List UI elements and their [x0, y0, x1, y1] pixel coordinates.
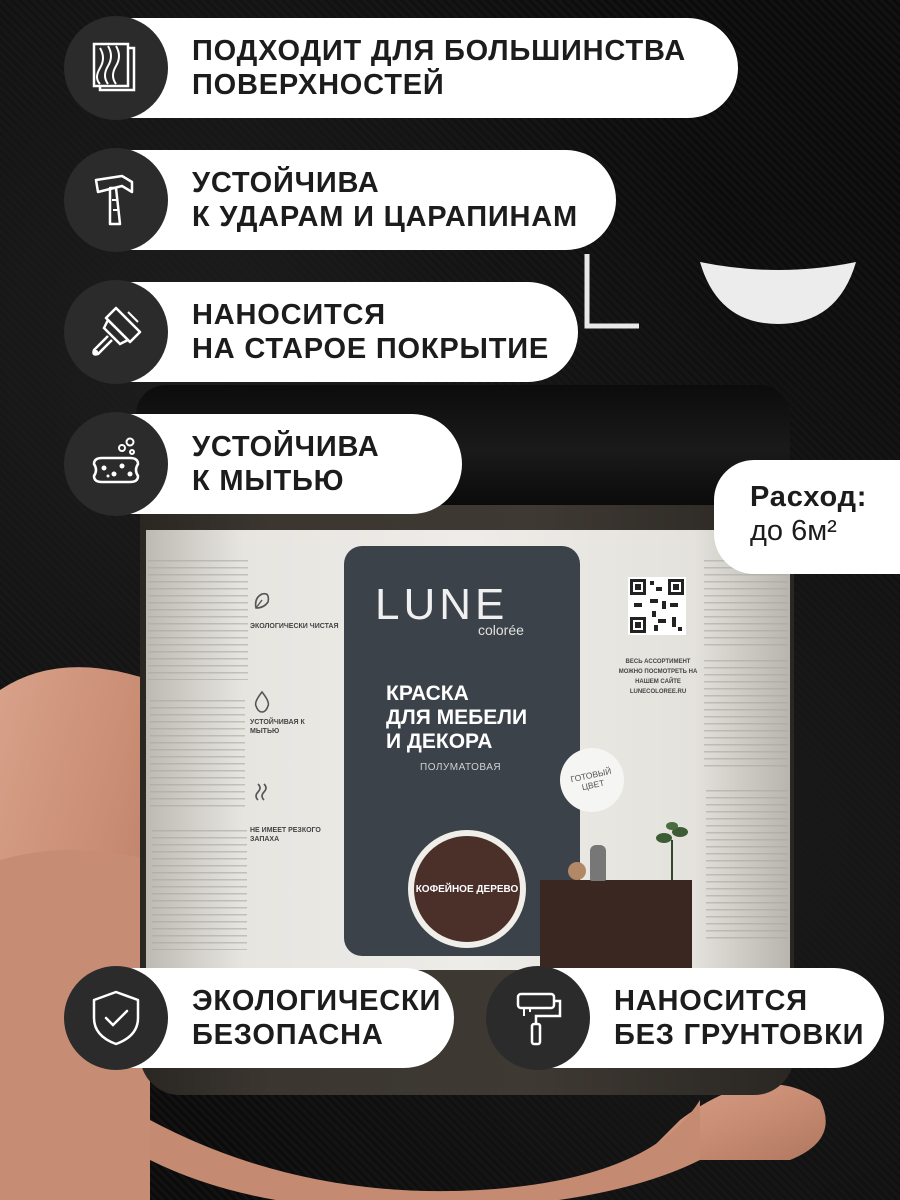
feature-icon-circle	[64, 16, 168, 120]
label-feature-no-smell: НЕ ИМЕЕТ РЕЗКОГО ЗАПАХА	[250, 827, 321, 843]
sponge-icon	[86, 434, 146, 494]
feature-icon-circle	[64, 412, 168, 516]
brand-logo: LUNE	[375, 580, 509, 629]
feature-pill-no-primer	[492, 968, 884, 1068]
consumption-label: Расход:	[750, 481, 868, 513]
feature-text: ЭКОЛОГИЧЕСКИ БЕЗОПАСНА	[192, 985, 442, 1051]
feature-text: НАНОСИТСЯ БЕЗ ГРУНТОВКИ	[614, 985, 865, 1051]
label-feature-eco: ЭКОЛОГИЧЕСКИ ЧИСТАЯ	[250, 623, 339, 630]
label-text-block	[150, 700, 245, 810]
feature-text: НАНОСИТСЯ НА СТАРОЕ ПОКРЫТИЕ	[192, 299, 550, 365]
feature-pill-old-coating	[70, 282, 578, 382]
feature-pill-washable	[70, 414, 462, 514]
wall-decor-l-shape	[583, 252, 643, 332]
dresser-image	[540, 880, 692, 970]
leaf-heart-icon	[252, 590, 272, 612]
consumption-value: до 6м²	[750, 515, 837, 547]
feature-icon-circle	[64, 966, 168, 1070]
brand-subtitle: colorée	[478, 622, 524, 638]
plant-image	[654, 820, 690, 880]
ready-color-badge: ГОТОВЫЙ ЦВЕТ	[554, 742, 630, 818]
product-finish: ПОЛУМАТОВАЯ	[420, 762, 502, 773]
wood-surfaces-icon	[86, 38, 146, 98]
site-note: ВЕСЬ АССОРТИМЕНТ МОЖНО ПОСМОТРЕТЬ НА НАШЕМ САЙТЕ LUNECOLOREE.RU	[618, 659, 698, 695]
paintbrush-icon	[86, 302, 146, 362]
no-smell-icon	[254, 782, 272, 804]
water-drop-icon	[252, 690, 272, 714]
feature-pill-eco	[70, 968, 454, 1068]
vase-image	[590, 845, 606, 881]
wall-decor-moon-shape	[698, 258, 858, 328]
decor-ball-image	[568, 862, 586, 880]
shield-check-icon	[88, 988, 144, 1048]
hammer-icon	[86, 170, 146, 230]
product-title: КРАСКА ДЛЯ МЕБЕЛИ И ДЕКОРА	[386, 682, 528, 753]
feature-icon-circle	[486, 966, 590, 1070]
label-text-block	[704, 660, 788, 770]
feature-text: УСТОЙЧИВА К МЫТЬЮ	[192, 431, 380, 497]
label-text-block	[148, 560, 248, 680]
feature-text: ПОДХОДИТ ДЛЯ БОЛЬШИНСТВА ПОВЕРХНОСТЕЙ	[192, 35, 687, 101]
feature-pill-impact	[70, 150, 616, 250]
feature-icon-circle	[64, 148, 168, 252]
label-text-block	[706, 790, 788, 940]
feature-pill-surfaces	[70, 18, 738, 118]
color-swatch: КОФЕЙНОЕ ДЕРЕВО	[408, 830, 526, 948]
qr-code-icon	[628, 577, 686, 635]
feature-icon-circle	[64, 280, 168, 384]
paint-roller-icon	[508, 988, 568, 1048]
consumption-badge	[714, 460, 900, 574]
label-feature-washable: УСТОЙЧИВАЯ К МЫТЬЮ	[250, 719, 305, 735]
label-text-block	[152, 830, 247, 950]
feature-text: УСТОЙЧИВА К УДАРАМ И ЦАРАПИНАМ	[192, 167, 578, 233]
